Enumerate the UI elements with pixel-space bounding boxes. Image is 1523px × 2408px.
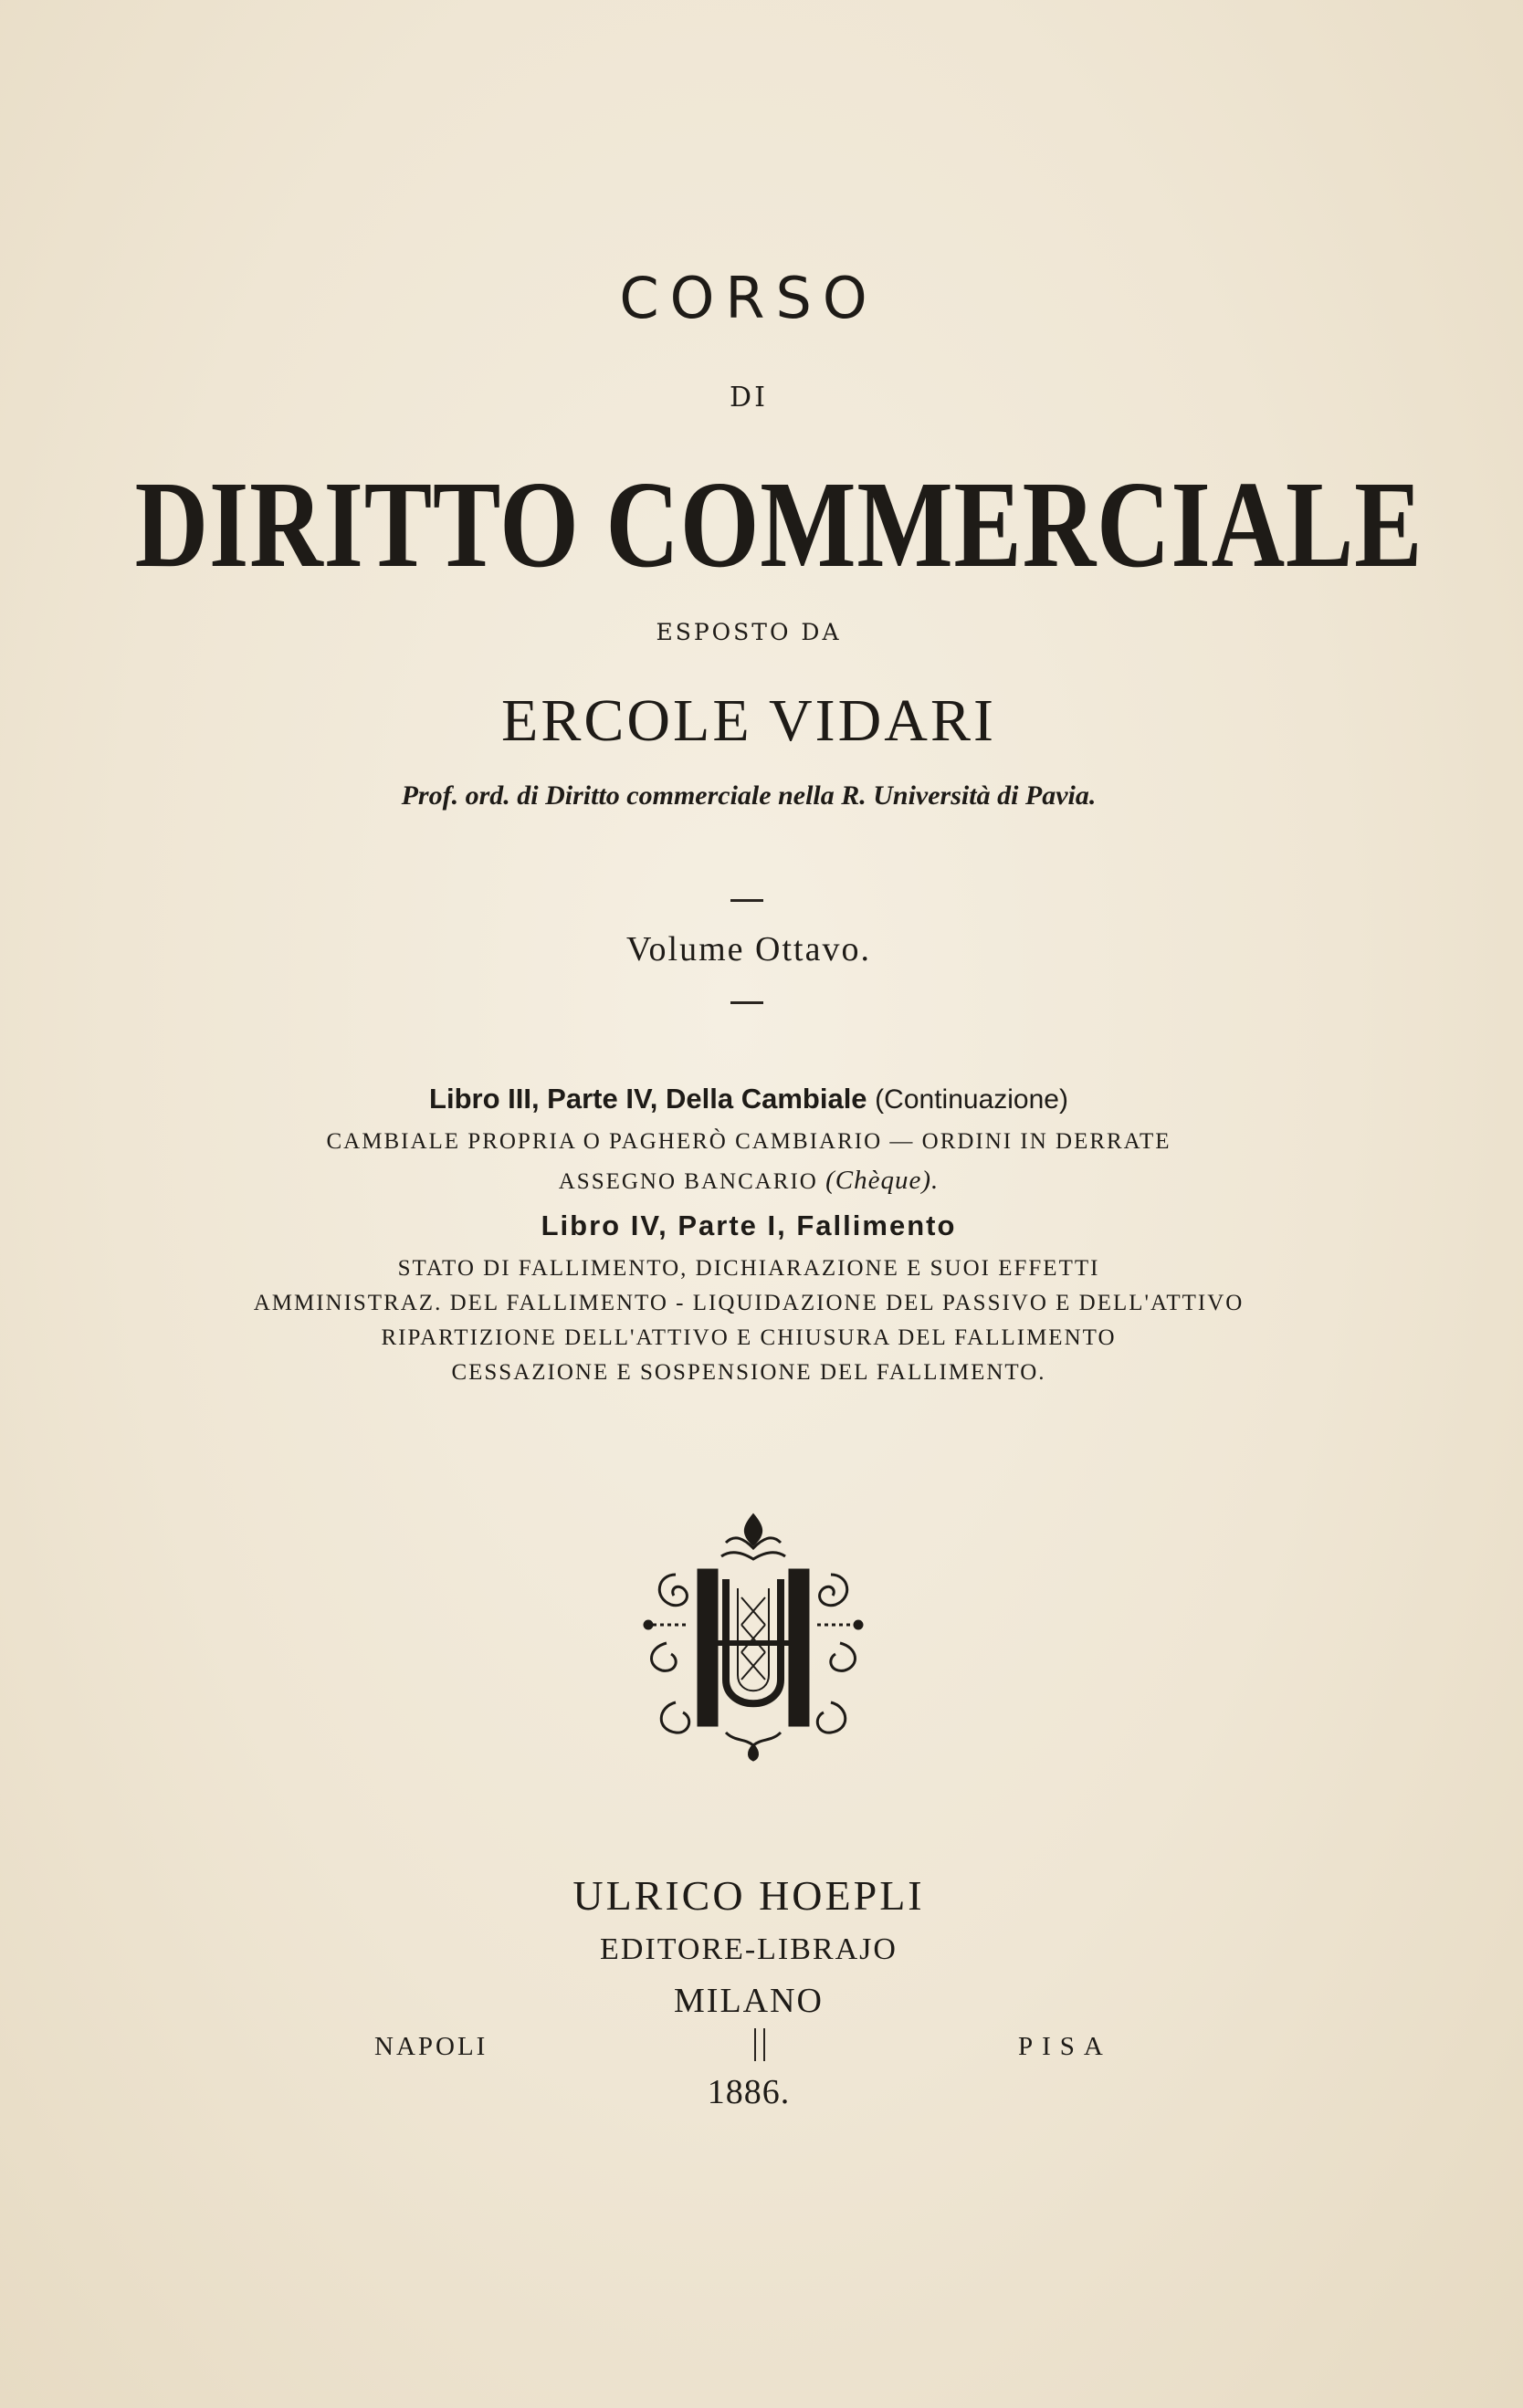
byline-intro: ESPOSTO DA bbox=[656, 619, 842, 645]
libro-3-heading-text: Libro III, Parte IV, Della Cambiale bbox=[429, 1083, 867, 1115]
publisher-role: EDITORE-LIBRAJO bbox=[600, 1932, 898, 1966]
author-title: Prof. ord. di Diritto commerciale nella R. Università di Pavia. bbox=[401, 780, 1097, 811]
branch-city-right: PISA bbox=[1018, 2032, 1112, 2061]
publication-year: 1886. bbox=[707, 2073, 791, 2111]
branch-city-left: NAPOLI bbox=[374, 2032, 488, 2061]
libro-4-line: STATO DI FALLIMENTO, DICHIARAZIONE E SUOI EFFETTI bbox=[397, 1256, 1100, 1281]
libro-3-note: (Continuazione) bbox=[875, 1084, 1068, 1115]
publisher-name: ULRICO HOEPLI bbox=[572, 1872, 925, 1919]
libro-4-line: CESSAZIONE E SOSPENSIONE DEL FALLIMENTO. bbox=[451, 1360, 1046, 1385]
libro-4-line: AMMINISTRAZ. DEL FALLIMENTO - LIQUIDAZIONE DEL PASSIVO E DELL'ATTIVO bbox=[253, 1291, 1245, 1315]
publisher-city: MILANO bbox=[674, 1982, 824, 2020]
libro-3-line bbox=[0, 1166, 1497, 1196]
title-line-corso: CORSO bbox=[619, 265, 878, 331]
libro-3-line-italic: (Chèque). bbox=[825, 1166, 940, 1195]
divider-rule bbox=[730, 1001, 763, 1004]
libro-3-line: CAMBIALE PROPRIA O PAGHERÒ CAMBIARIO — ORDINI IN DERRATE bbox=[326, 1129, 1171, 1154]
divider-rule bbox=[730, 899, 763, 902]
publisher-monogram-icon bbox=[639, 1506, 867, 1762]
libro-3-line-text: ASSEGNO BANCARIO bbox=[558, 1169, 818, 1194]
libro-4-line: RIPARTIZIONE DELL'ATTIVO E CHIUSURA DEL FALLIMENTO bbox=[381, 1325, 1117, 1350]
libro-3-heading bbox=[0, 1083, 1497, 1115]
title-line-di: DI bbox=[730, 382, 768, 414]
volume-label: Volume Ottavo. bbox=[626, 930, 871, 968]
double-bar-divider bbox=[754, 2028, 765, 2061]
libro-4-heading: Libro IV, Parte I, Fallimento bbox=[541, 1209, 957, 1241]
author-name: ERCOLE VIDARI bbox=[501, 687, 996, 754]
main-title: DIRITTO COMMERCIALE bbox=[134, 456, 1423, 593]
